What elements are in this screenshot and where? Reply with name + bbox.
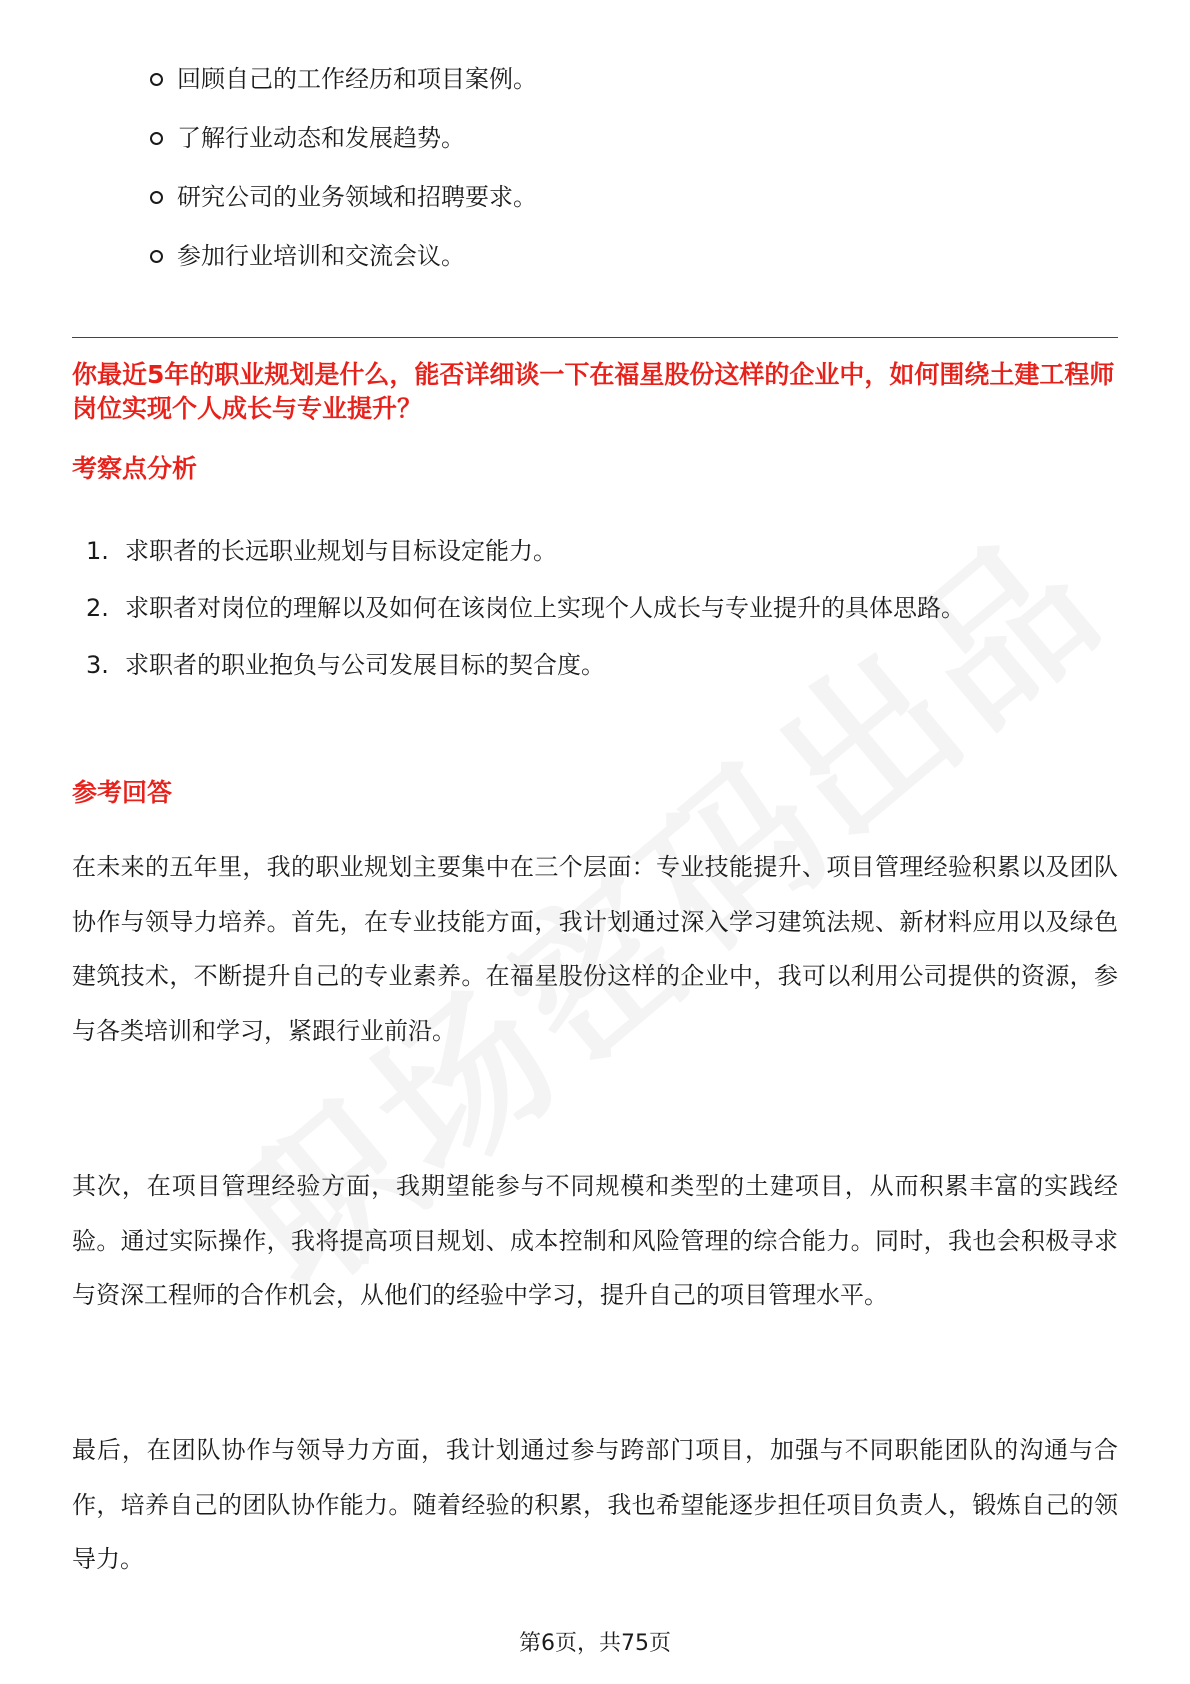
bullet-icon xyxy=(150,73,163,86)
list-item: 研究公司的业务领域和招聘要求。 xyxy=(150,180,1050,214)
list-item: 2. 求职者对岗位的理解以及如何在该岗位上实现个人成长与专业提升的具体思路。 xyxy=(86,585,1086,631)
list-item: 回顾自己的工作经历和项目案例。 xyxy=(150,62,1050,96)
answer-heading: 参考回答 xyxy=(72,778,173,807)
list-item: 1. 求职者的长远职业规划与目标设定能力。 xyxy=(86,528,1086,574)
answer-paragraph: 最后，在团队协作与领导力方面，我计划通过参与跨部门项目，加强与不同职能团队的沟通与合作，培养自己的团队协作能力。随着经验的积累，我也希望能逐步担任项目负责人，锻炼自己的领导力。 xyxy=(72,1436,1118,1573)
list-item: 参加行业培训和交流会议。 xyxy=(150,239,1050,273)
analysis-heading: 考察点分析 xyxy=(72,454,198,483)
answer-paragraph: 在未来的五年里，我的职业规划主要集中在三个层面：专业技能提升、项目管理经验积累以及团队协作与领导力培养。首先，在专业技能方面，我计划通过深入学习建筑法规、新材料应用以及绿色建筑技术，不断提升自己的专业素养。在福星股份这样的企业中，我可以利用公司提供的资源，参与各类培训和学习，紧跟行业前沿。 xyxy=(72,853,1118,1045)
page-number: 第6页，共75页 xyxy=(519,1631,671,1656)
section-divider xyxy=(72,337,1118,338)
bullet-icon xyxy=(150,250,163,263)
list-number: 2. xyxy=(86,594,109,622)
list-item: 了解行业动态和发展趋势。 xyxy=(150,121,1050,155)
bullet-icon xyxy=(150,191,163,204)
list-number: 1. xyxy=(86,537,109,565)
prep-bullet-list xyxy=(150,62,1050,298)
interview-question: 你最近5年的职业规划是什么，能否详细谈一下在福星股份这样的企业中，如何围绕土建工程师岗位实现个人成长与专业提升？ xyxy=(72,360,1115,423)
analysis-list xyxy=(86,528,1086,688)
answer-paragraph: 其次，在项目管理经验方面，我期望能参与不同规模和类型的土建项目，从而积累丰富的实践经验。通过实际操作，我将提高项目规划、成本控制和风险管理的综合能力。同时，我也会积极寻求与资深工程师的合作机会，从他们的经验中学习，提升自己的项目管理水平。 xyxy=(72,1172,1118,1309)
list-item: 3. 求职者的职业抱负与公司发展目标的契合度。 xyxy=(86,642,1086,688)
bullet-icon xyxy=(150,132,163,145)
list-number: 3. xyxy=(86,651,109,679)
